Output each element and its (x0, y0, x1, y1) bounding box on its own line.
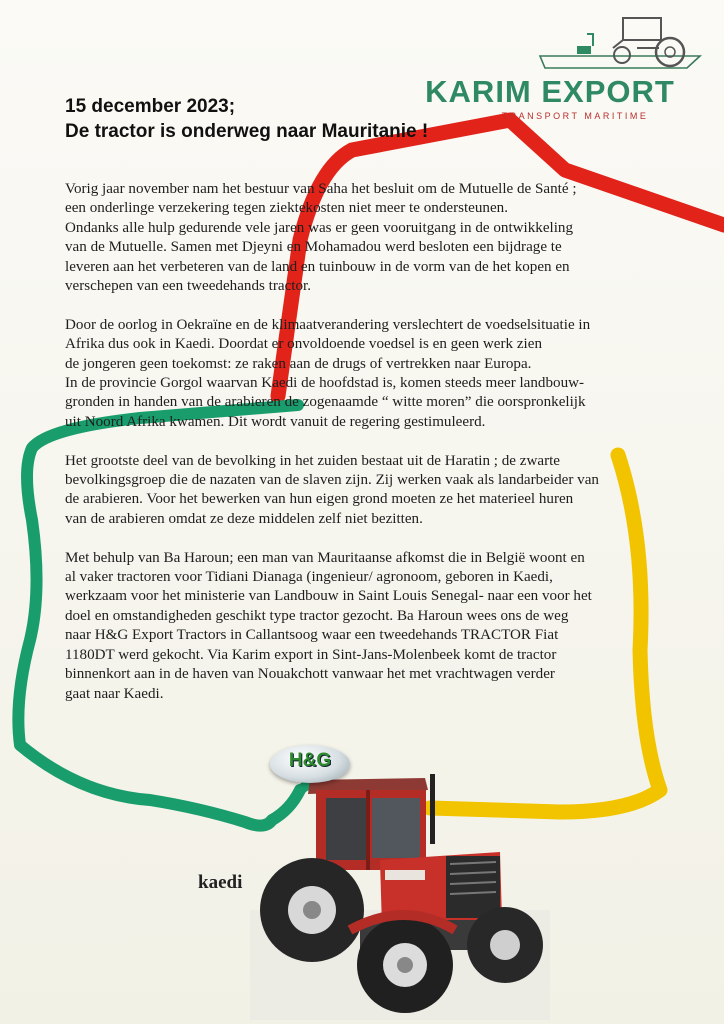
badge-text: H&G (288, 750, 332, 771)
place-label: kaedi (198, 872, 243, 893)
page-heading (65, 94, 505, 144)
tractor-logo-icon (415, 10, 715, 80)
logo-tagline: TRANSPORT MARITIME (501, 111, 649, 121)
hg-export-badge (270, 745, 350, 783)
heading-date: 15 december 2023; (65, 96, 236, 117)
logo-name: KARIM EXPORT (425, 74, 675, 109)
paragraph: Vorig jaar november nam het bestuur van Saha het besluit om de Mutuelle de Santé ; een onderlinge verzekering tegen ziektekosten niet meer te ondersteunen. Ondanks alle hulp gedurende vele jaren was er geen vooruitgang in de ontwikkeling van de Mutuelle. Samen met Djeyni en Mohamadou werd besloten een bijdrage te leveren aan het verbeteren van de land en tuinbouw in de vorm van de het kopen en verschepen van een tweedehands tractor. (65, 181, 577, 295)
tractor-illustration (250, 760, 550, 1020)
paragraph: Het grootste deel van de bevolking in het zuiden bestaat uit de Haratin ; de zwarte bevolkingsgroep die de nazaten van de slaven zijn. Zij werken vaak als landarbeider van de arabieren. Voor het bewerken van hun eigen grond moeten ze het materieel huren van de arabieren omdat ze deze middelen zelf niet bezitten. (65, 452, 599, 527)
heading-title: De tractor is onderweg naar Mauritanie ! (65, 121, 429, 142)
paragraph: Met behulp van Ba Haroun; een man van Mauritaanse afkomst die in België woont en al vaker tractoren voor Tidiani Dianaga (ingenieur/ agronoom, geboren in Kaedi, werkzaam voor het ministerie van Landbouw in Saint Louis Senegal- naar een voor het doel en omstandigheden geschikt type tractor gezocht. Ba Haroun wees ons de weg naar H&G Export Tractors in Callantsoog waar een tweedehands TRACTOR Fiat 1180DT werd gekocht. Via Karim export in Sint-Jans-Molenbeek komt de tractor binnenkort aan in de haven van Nouakchott vanwaar het met vrachtwagen verder gaat naar Kaedi. (65, 549, 592, 702)
article-body (65, 180, 675, 723)
paragraph: Door de oorlog in Oekraïne en de klimaatverandering verslechtert de voedselsituatie in Afrika dus ook in Kaedi. Doordat er onvoldoende voedsel is en geen werk zien de jongeren geen toekomst: ze raken aan de drugs of vertrekken naar Europa. In de provincie Gorgol waarvan Kaedi de hoofdstad is, komen steeds meer landbouw- gronden in handen van de arabieren de zogenaamde “ witte moren” die oorspronkelijk uit Noord Afrika kwamen. Dit wordt vanuit de regering gestimuleerd. (65, 316, 591, 430)
